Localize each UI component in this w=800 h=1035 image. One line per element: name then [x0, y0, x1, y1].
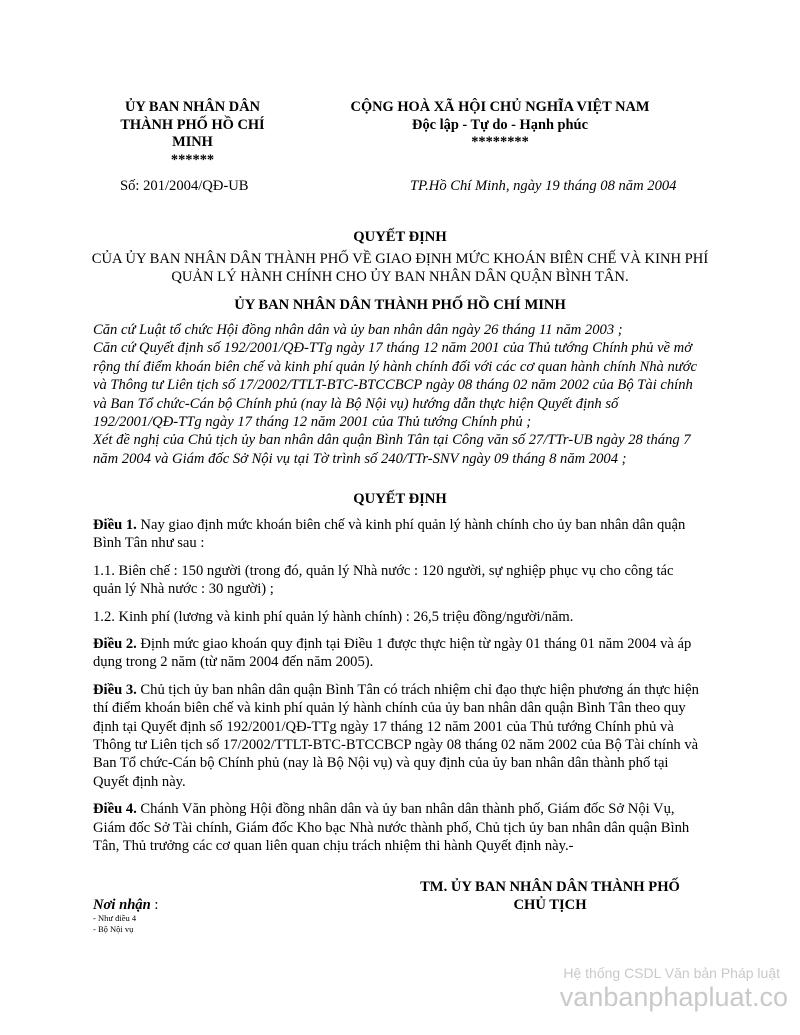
authority-line-1: ỦY BAN NHÂN DÂN [125, 99, 260, 115]
basis-item: Căn cứ Luật tổ chức Hội đồng nhân dân và ủy ban nhân dân ngày 26 tháng 11 năm 2003 ; [93, 322, 623, 338]
article-2 [93, 635, 705, 672]
article-1-item-2: 1.2. Kinh phí (lương và kinh phí quản lý hành chính) : 26,5 triệu đồng/người/năm. [93, 608, 574, 625]
signature-title: CHỦ TỊCH [513, 897, 587, 913]
authority-stars: ****** [170, 151, 215, 168]
national-motto-header [315, 99, 685, 152]
article-label: Điều 1. [93, 517, 137, 533]
document-subtitle: CỦA ỦY BAN NHÂN DÂN THÀNH PHỐ VỀ GIAO ĐỊNH MỨC KHOÁN BIÊN CHẾ VÀ KINH PHÍ QUẢN LÝ HÀNH CHÍNH CHO ỦY BAN NHÂN DÂN QUẬN BÌNH TÂN. [91, 251, 709, 286]
motto: Độc lập - Tự do - Hạnh phúc [412, 116, 588, 133]
basis-item: Xét đề nghị của Chủ tịch ủy ban nhân dân quận Bình Tân tại Công văn số 27/TTr-UB ngày 28 tháng 7 năm 2004 và Giám đốc Sở Nội vụ tại Tờ trình số 240/TTr-SNV ngày 09 tháng 8 năm 2004 ; [93, 432, 691, 467]
article-label: Điều 2. [93, 636, 137, 653]
article-4 [93, 800, 705, 855]
article-label: Điều 4. [93, 801, 137, 818]
recipient-item: - Như điều 4 [93, 913, 137, 923]
article-text: Chánh Văn phòng Hội đồng nhân dân và ủy ban nhân dân thành phố, Giám đốc Sở Nội Vụ, Giám đốc Sở Tài chính, Giám đốc Kho bạc Nhà nước thành phố, Chủ tịch ủy ban nhân dân quận Bình Tân, Thủ trưởng các cơ quan liên quan chịu trách nhiệm thi hành Quyết định này.- [93, 801, 690, 855]
decision-heading: QUYẾT ĐỊNH [353, 491, 447, 507]
authority-line-2: THÀNH PHỐ HỒ CHÍ [120, 116, 265, 133]
document-title: QUYẾT ĐỊNH [353, 229, 447, 245]
recipients-heading [93, 896, 158, 914]
motto-stars: ******** [471, 134, 529, 151]
article-label: Điều 3. [93, 681, 137, 698]
legal-basis [93, 321, 703, 468]
issuing-authority-header [95, 99, 290, 169]
document-number: Số: 201/2004/QĐ-UB [120, 178, 249, 194]
recipients-colon: : [150, 897, 159, 913]
article-3 [93, 681, 705, 791]
article-1 [93, 516, 705, 553]
article-text: Nay giao định mức khoán biên chế và kinh phí quản lý hành chính cho ủy ban nhân dân quận Bình Tân như sau : [93, 517, 686, 552]
authority-line-3: MINH [172, 134, 213, 151]
article-text: Chủ tịch ủy ban nhân dân quận Bình Tân có trách nhiệm chỉ đạo thực hiện phương án thực hiện thí điểm khoán biên chế và kinh phí quản lý hành chính của ủy ban nhân dân quận Bình Tân theo quy định tại Quyết định số 192/2001/QĐ-TTg ngày 17 tháng 12 năm 2001 của Thủ tướng Chính phủ và Thông tư Liên tịch số 17/2002/TTLT-BTC-BTCCBCP ngày 08 tháng 02 năm 2002 của Bộ Tài chính và Ban Tổ chức-Cán bộ Chính phủ (nay là Bộ Nội vụ) và quy định của ủy ban nhân dân thành phố tại Quyết định này. [93, 681, 699, 790]
country-name: CỘNG HOÀ XÃ HỘI CHỦ NGHĨA VIỆT NAM [350, 99, 650, 115]
recipients-list [93, 913, 136, 935]
watermark-caption: Hệ thống CSDL Văn bản Pháp luật [563, 965, 780, 981]
article-text: Định mức giao khoán quy định tại Điều 1 được thực hiện từ ngày 01 tháng 01 năm 2004 và áp dụng trong 2 năm (từ năm 2004 đến năm 2005). [93, 636, 692, 671]
recipient-item: - Bộ Nội vụ [93, 924, 134, 934]
watermark-url: vanbanphapluat.co [559, 982, 788, 1012]
signature-authority: TM. ỦY BAN NHÂN DÂN THÀNH PHỐ [420, 879, 680, 895]
articles [93, 516, 705, 865]
recipients-label: Nơi nhận [93, 897, 151, 913]
article-1-item-1: 1.1. Biên chế : 150 người (trong đó, quản lý Nhà nước : 120 người, sự nghiệp phục vụ cho công tác quản lý Nhà nước : 30 người) ; [93, 562, 674, 598]
document-date: TP.Hồ Chí Minh, ngày 19 tháng 08 năm 2004 [410, 178, 677, 194]
basis-item: Căn cứ Quyết định số 192/2001/QĐ-TTg ngày 17 tháng 12 năm 2001 của Thủ tướng Chính phủ về mở rộng thí điểm khoán biên chế và kinh phí quản lý hành chính đối với các cơ quan hành chính Nhà nước và Thông tư Liên tịch số 17/2002/TTLT-BTC-BTCCBCP ngày 08 tháng 02 năm 2002 của Bộ Tài chính và Ban Tổ chức-Cán bộ Chính phủ (nay là Bộ Nội vụ) hướng dẫn thực hiện Quyết định số 192/2001/QĐ-TTg ngày 17 tháng 12 năm 2001 của Thủ tướng Chính phủ ; [93, 340, 698, 431]
issuing-body: ỦY BAN NHÂN DÂN THÀNH PHỐ HỒ CHÍ MINH [234, 297, 566, 313]
